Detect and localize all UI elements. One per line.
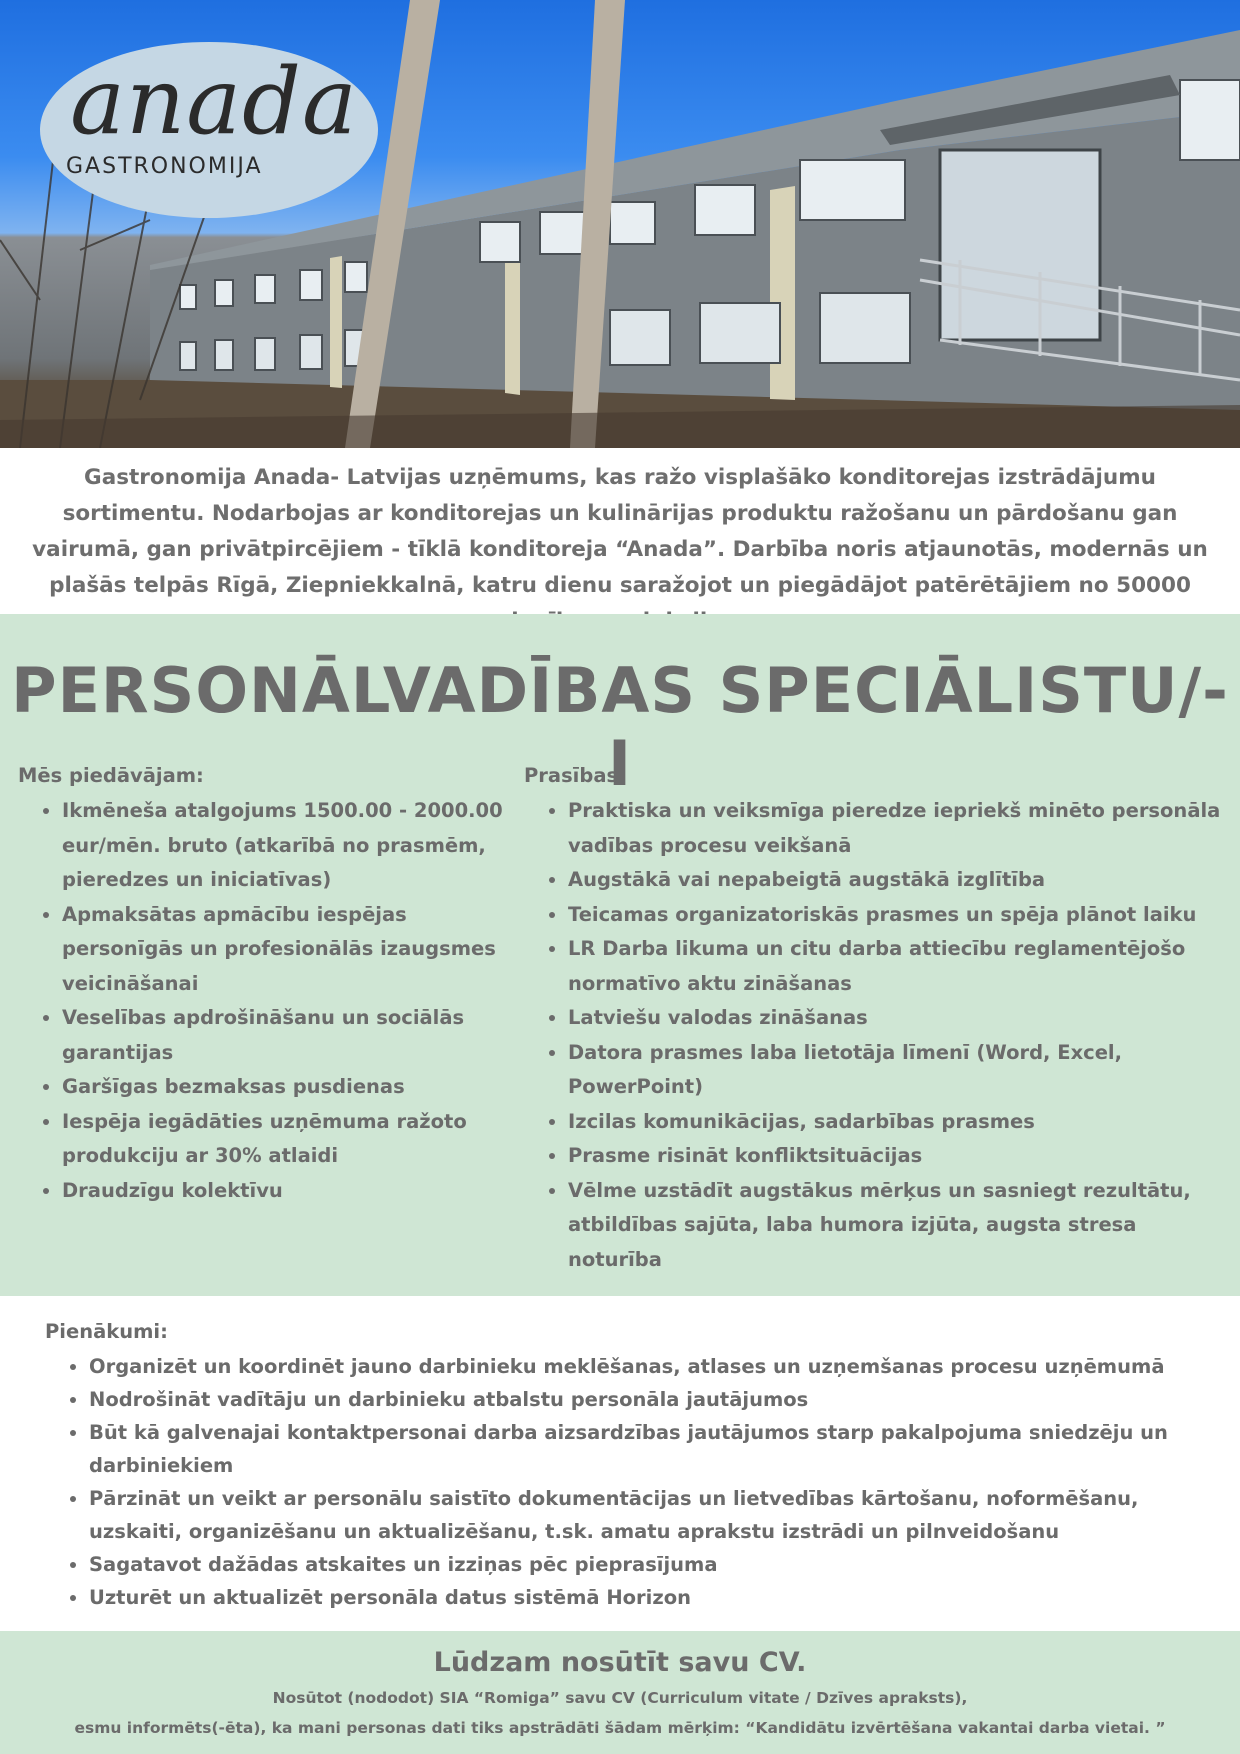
requirements-list xyxy=(524,794,1229,1277)
list-item: • Uzturēt un aktualizēt personāla datus sistēmā Horizon xyxy=(89,1581,1215,1614)
list-item: • Datora prasmes laba lietotāja līmenī (Word, Excel, PowerPoint) xyxy=(568,1036,1229,1105)
duties-section xyxy=(0,1296,1240,1631)
list-item: • Teicamas organizatoriskās prasmes un spēja plānot laiku xyxy=(568,898,1229,933)
list-item: • Pārzināt un veikt ar personālu saistīto dokumentācijas un lietvedības kārtošanu, noformēšanu, uzskaiti, organizēšanu un aktualizēšanu, t.sk. amatu aprakstu izstrādi un pilnveidošanu xyxy=(89,1482,1215,1548)
list-item: • LR Darba likuma un citu darba attiecību reglamentējošo normatīvo aktu zināšanas xyxy=(568,932,1229,1001)
list-item: • Organizēt un koordinēt jauno darbinieku meklēšanas, atlases un uzņemšanas procesu uzņēmumā xyxy=(89,1350,1215,1383)
logo-script-text: anada xyxy=(70,48,358,155)
list-item: • Praktiska un veiksmīga pieredze iepriekš minēto personāla vadības procesu veikšanā xyxy=(568,794,1229,863)
offer-heading: Mēs piedāvājam: xyxy=(18,764,204,787)
list-item: • Ikmēneša atalgojums 1500.00 - 2000.00 eur/mēn. bruto (atkarībā no prasmēm, pieredzes un iniciatīvas) xyxy=(62,794,508,898)
offer-section xyxy=(0,614,1240,1296)
list-item: • Draudzīgu kolektīvu xyxy=(62,1174,508,1209)
duties-list xyxy=(45,1350,1215,1614)
list-item: • Izcilas komunikācijas, sadarbības prasmes xyxy=(568,1105,1229,1140)
list-item: • Latviešu valodas zināšanas xyxy=(568,1001,1229,1036)
list-item: • Būt kā galvenajai kontaktpersonai darba aizsardzības jautājumos starp pakalpojuma sniedzēju un darbiniekiem xyxy=(89,1416,1215,1482)
legal-line-1: Nosūtot (nododot) SIA “Romiga” savu CV (Curriculum vitate / Dzīves apraksts), xyxy=(272,1689,968,1707)
hero-photo xyxy=(0,0,1240,448)
list-item: • Vēlme uzstādīt augstākus mērķus un sasniegt rezultātu, atbildības sajūta, laba humora izjūta, augsta stresa noturība xyxy=(568,1174,1229,1278)
offer-list xyxy=(18,794,508,1208)
duties-heading: Pienākumi: xyxy=(45,1320,168,1343)
send-cv-call-to-action: Lūdzam nosūtīt savu CV. xyxy=(433,1647,807,1678)
requirements-column xyxy=(524,760,1229,1277)
list-item: • Prasme risināt konfliktsituācijas xyxy=(568,1139,1229,1174)
logo-subtitle: GASTRONOMIJA xyxy=(66,154,263,179)
offer-column xyxy=(18,760,508,1208)
anada-logo xyxy=(40,42,378,218)
requirements-heading: Prasības: xyxy=(524,764,626,787)
list-item: • Augstākā vai nepabeigtā augstākā izglītība xyxy=(568,863,1229,898)
job-title: PERSONĀLVADĪBAS SPECIĀLISTU/-I xyxy=(11,654,1229,800)
list-item: • Iespēja iegādāties uzņēmuma ražoto produkciju ar 30% atlaidi xyxy=(62,1105,508,1174)
footer-section xyxy=(0,1631,1240,1754)
list-item: • Sagatavot dažādas atskaites un izziņas pēc pieprasījuma xyxy=(89,1548,1215,1581)
list-item: • Garšīgas bezmaksas pusdienas xyxy=(62,1070,508,1105)
legal-line-2: esmu informēts(-ēta), ka mani personas dati tiks apstrādāti šādam mērķim: “Kandidātu izvērtēšana vakantai darba vietai. ” xyxy=(74,1719,1166,1737)
list-item: • Nodrošināt vadītāju un darbinieku atbalstu personāla jautājumos xyxy=(89,1383,1215,1416)
company-intro: Gastronomija Anada- Latvijas uzņēmums, kas ražo visplašāko konditorejas izstrādājumu sortimentu. Nodarbojas ar konditorejas un kulinārijas produktu ražošanu un pārdošanu gan vairumā, gan privātpircējiem - tīklā konditoreja “Anada”. Darbība noris atjaunotās, modernās un plašās telpās Rīgā, Ziepniekkalnā, katru dienu saražojot un piegādājot patērētājiem no 50000 xyxy=(32,465,1208,598)
list-item: • Apmaksātas apmācību iespējas personīgās un profesionālās izaugsmes veicināšanai xyxy=(62,898,508,1002)
list-item: • Veselības apdrošināšanu un sociālās garantijas xyxy=(62,1001,508,1070)
